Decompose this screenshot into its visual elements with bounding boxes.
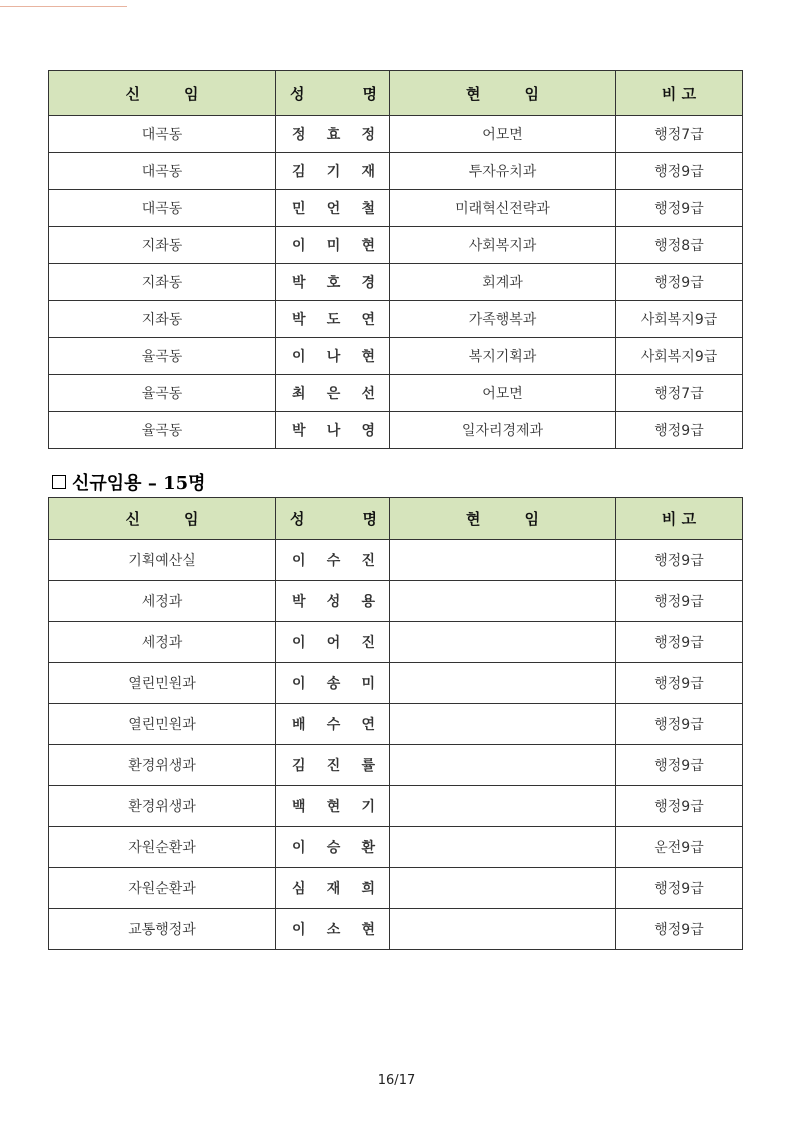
name-character: 기 (326, 164, 341, 180)
name-character: 진 (326, 758, 341, 774)
name-characters (276, 420, 389, 440)
name-character: 호 (326, 275, 341, 291)
name-character: 어 (326, 635, 341, 651)
cell-current-post (390, 827, 616, 868)
cell-remark: 사회복지9급 (616, 338, 743, 375)
table-row (49, 868, 743, 909)
name-character: 최 (292, 386, 306, 402)
name-character: 김 (292, 758, 306, 774)
name-character: 나 (326, 423, 341, 439)
name-character: 도 (326, 312, 341, 328)
cell-name (276, 116, 390, 153)
cell-new-post: 환경위생과 (49, 786, 276, 827)
name-characters (276, 591, 389, 611)
cell-new-post: 지좌동 (49, 301, 276, 338)
name-character: 정 (292, 127, 306, 143)
name-character: 김 (292, 164, 306, 180)
cell-current-post: 미래혁신전략과 (390, 190, 616, 227)
name-characters (276, 346, 389, 366)
table-row (49, 153, 743, 190)
cell-remark: 행정9급 (616, 745, 743, 786)
name-character: 희 (361, 881, 375, 897)
name-character: 이 (292, 676, 306, 692)
name-character: 연 (361, 312, 375, 328)
cell-current-post: 회계과 (390, 264, 616, 301)
table-row (49, 745, 743, 786)
cell-remark: 행정9급 (616, 622, 743, 663)
name-characters (276, 878, 389, 898)
name-character: 영 (361, 423, 375, 439)
header-name: 성 명 (276, 71, 390, 116)
name-character: 언 (326, 201, 341, 217)
cell-name (276, 909, 390, 950)
name-characters (276, 161, 389, 181)
cell-new-post: 율곡동 (49, 375, 276, 412)
name-characters (276, 550, 389, 570)
name-character: 현 (326, 799, 341, 815)
table-row (49, 116, 743, 153)
cell-current-post: 가족행복과 (390, 301, 616, 338)
cell-name (276, 264, 390, 301)
cell-current-post (390, 786, 616, 827)
table-header-row (49, 71, 743, 116)
cell-remark: 행정9급 (616, 540, 743, 581)
name-character: 용 (361, 594, 375, 610)
cell-new-post: 환경위생과 (49, 745, 276, 786)
name-character: 나 (326, 349, 341, 365)
header-remark: 비 고 (616, 498, 743, 540)
cell-current-post (390, 745, 616, 786)
cell-current-post (390, 704, 616, 745)
cell-remark: 사회복지9급 (616, 301, 743, 338)
table-row (49, 663, 743, 704)
name-characters (276, 124, 389, 144)
name-character: 환 (361, 840, 375, 856)
name-character: 은 (326, 386, 341, 402)
name-character: 기 (361, 799, 375, 815)
name-character: 배 (292, 717, 306, 733)
cell-current-post (390, 868, 616, 909)
cell-new-post: 세정과 (49, 622, 276, 663)
cell-new-post: 교통행정과 (49, 909, 276, 950)
name-character: 수 (326, 717, 341, 733)
cell-remark: 행정9급 (616, 868, 743, 909)
cell-new-post: 지좌동 (49, 227, 276, 264)
name-characters (276, 235, 389, 255)
cell-remark: 행정7급 (616, 375, 743, 412)
name-character: 진 (361, 553, 375, 569)
cell-current-post: 복지기획과 (390, 338, 616, 375)
name-character: 재 (326, 881, 341, 897)
name-character: 률 (361, 758, 375, 774)
name-character: 미 (361, 676, 375, 692)
table-row (49, 581, 743, 622)
name-character: 경 (361, 275, 375, 291)
name-character: 이 (292, 840, 306, 856)
name-character: 박 (292, 594, 306, 610)
table-row (49, 375, 743, 412)
cell-name (276, 190, 390, 227)
cell-new-post: 열린민원과 (49, 663, 276, 704)
new-hire-section-title: 신규임용 – 15명 (52, 469, 206, 495)
cell-name (276, 663, 390, 704)
page-number: 16/17 (377, 1073, 416, 1088)
name-character: 승 (326, 840, 341, 856)
name-character: 효 (326, 127, 341, 143)
cell-remark: 행정7급 (616, 116, 743, 153)
table-row (49, 264, 743, 301)
cell-name (276, 338, 390, 375)
name-character: 송 (326, 676, 341, 692)
name-characters (276, 755, 389, 775)
header-new-post: 신 임 (49, 71, 276, 116)
name-character: 현 (361, 349, 375, 365)
name-characters (276, 272, 389, 292)
table-row (49, 190, 743, 227)
name-character: 이 (292, 238, 306, 254)
cell-remark: 행정9급 (616, 581, 743, 622)
cell-name (276, 704, 390, 745)
name-characters (276, 714, 389, 734)
name-characters (276, 198, 389, 218)
cell-new-post: 자원순환과 (49, 827, 276, 868)
name-character: 박 (292, 423, 306, 439)
cell-new-post: 자원순환과 (49, 868, 276, 909)
name-characters (276, 796, 389, 816)
cell-remark: 행정9급 (616, 704, 743, 745)
cell-name (276, 540, 390, 581)
cell-new-post: 대곡동 (49, 153, 276, 190)
cell-name (276, 412, 390, 449)
cell-current-post (390, 622, 616, 663)
name-character: 성 (326, 594, 341, 610)
cell-remark: 행정9급 (616, 663, 743, 704)
cell-name (276, 375, 390, 412)
table-row (49, 704, 743, 745)
table-row (49, 540, 743, 581)
cell-name (276, 622, 390, 663)
name-character: 백 (292, 799, 306, 815)
cell-remark: 운전9급 (616, 827, 743, 868)
table-row (49, 909, 743, 950)
table-row (49, 301, 743, 338)
cell-name (276, 227, 390, 264)
cell-current-post: 어모면 (390, 375, 616, 412)
cell-new-post: 대곡동 (49, 190, 276, 227)
header-current-post: 현 임 (390, 498, 616, 540)
table-row (49, 786, 743, 827)
name-characters (276, 632, 389, 652)
name-character: 현 (361, 238, 375, 254)
checkbox-square-icon (52, 475, 66, 489)
cell-new-post: 세정과 (49, 581, 276, 622)
name-characters (276, 837, 389, 857)
cell-current-post: 사회복지과 (390, 227, 616, 264)
table-row (49, 412, 743, 449)
cell-name (276, 153, 390, 190)
name-characters (276, 383, 389, 403)
name-character: 수 (326, 553, 341, 569)
cell-current-post (390, 663, 616, 704)
header-new-post: 신 임 (49, 498, 276, 540)
cell-remark: 행정9급 (616, 786, 743, 827)
name-character: 현 (361, 922, 375, 938)
cell-name (276, 301, 390, 338)
table-row (49, 227, 743, 264)
name-character: 선 (361, 386, 375, 402)
cell-current-post: 투자유치과 (390, 153, 616, 190)
table-row (49, 622, 743, 663)
cell-current-post: 일자리경제과 (390, 412, 616, 449)
name-character: 이 (292, 553, 306, 569)
name-character: 연 (361, 717, 375, 733)
name-characters (276, 309, 389, 329)
cell-new-post: 지좌동 (49, 264, 276, 301)
cell-current-post: 어모면 (390, 116, 616, 153)
cell-name (276, 786, 390, 827)
name-characters (276, 919, 389, 939)
name-character: 박 (292, 275, 306, 291)
name-character: 박 (292, 312, 306, 328)
cell-new-post: 기획예산실 (49, 540, 276, 581)
new-hire-table (48, 497, 743, 950)
cell-new-post: 율곡동 (49, 338, 276, 375)
cell-name (276, 581, 390, 622)
header-remark: 비 고 (616, 71, 743, 116)
cell-remark: 행정9급 (616, 190, 743, 227)
cell-name (276, 868, 390, 909)
cell-new-post: 율곡동 (49, 412, 276, 449)
name-character: 미 (326, 238, 341, 254)
corner-decoration-line (0, 6, 127, 7)
name-character: 민 (292, 201, 306, 217)
table-header-row (49, 498, 743, 540)
cell-remark: 행정9급 (616, 909, 743, 950)
cell-new-post: 대곡동 (49, 116, 276, 153)
table-row (49, 338, 743, 375)
cell-current-post (390, 581, 616, 622)
cell-name (276, 745, 390, 786)
cell-new-post: 열린민원과 (49, 704, 276, 745)
cell-remark: 행정9급 (616, 264, 743, 301)
cell-current-post (390, 909, 616, 950)
cell-remark: 행정8급 (616, 227, 743, 264)
name-character: 철 (361, 201, 375, 217)
name-character: 정 (361, 127, 375, 143)
name-character: 소 (326, 922, 341, 938)
name-character: 이 (292, 349, 306, 365)
name-characters (276, 673, 389, 693)
name-character: 재 (361, 164, 375, 180)
name-character: 이 (292, 635, 306, 651)
name-character: 심 (292, 881, 306, 897)
cell-name (276, 827, 390, 868)
name-character: 이 (292, 922, 306, 938)
cell-current-post (390, 540, 616, 581)
header-name: 성 명 (276, 498, 390, 540)
table-row (49, 827, 743, 868)
cell-remark: 행정9급 (616, 153, 743, 190)
header-current-post: 현 임 (390, 71, 616, 116)
name-character: 진 (361, 635, 375, 651)
cell-remark: 행정9급 (616, 412, 743, 449)
transfer-table (48, 70, 743, 449)
